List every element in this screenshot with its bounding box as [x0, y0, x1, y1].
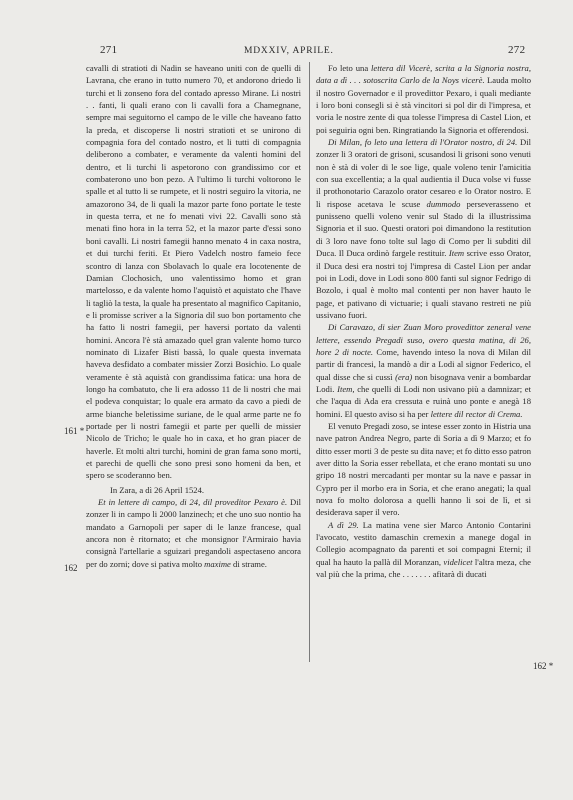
column-divider — [309, 62, 310, 662]
dateline: In Zara, a dì 26 April 1524. — [110, 484, 205, 495]
left-paragraph-2: Et in lettere di campo, di 24, dil proveditor Pexaro è. Dil zonzer li in campo li 2000 lanzinech; et che uno suo nontio ha mandato a Garnopoli per saper di le lanze francese, qual ancora non è ritornato; et che monsignor l'Armiraio havia consignà l'artellarie a sguizari pregandoli aspectaseno ancora per do zorni; dove si pativa molto maxime di strame. — [86, 497, 301, 569]
running-title: MDXXIV, APRILE. — [244, 46, 334, 56]
letter-heading: Et in lettere di campo, di 24, dil proveditor Pexaro è. — [98, 497, 288, 508]
right-paragraph-3: Di Caravazo, di sier Zuan Moro provedittor zeneral vene lettere, essendo Pregadi suso, overo questa matina, di 26, hore 2 di nocte. Come, havendo inteso la nova di Milan dil partir di francesi, la mandò a dir a Lodi al signor Federico, el qual disse che si cussì (era) non bisognava venir a bombardar Lodi. Item, che quelli di Lodi non usivano più a damnizar; et che l'aqua di Ada era cressuta e ruinà uno ponte e anegà 18 homini. El questo aviso si ha per lettere dil rector di Crema. — [316, 322, 531, 419]
margin-number-161: 161 * — [64, 426, 85, 436]
right-paragraph-4: El venuto Pregadi zoso, se intese esser zonto in Histria una nave patron Andrea Negro, parte di Soria a dì 9 Marzo; et fo ditto esser morti 3 de peste su dita nave; et fo ditto esso patron aver ditto la Soria esser rebellata, et che erano montati su uno gripo 18 nostri mercadanti per montar su la nave e passar in Cypro per il morbo era in Soria, et che erano anegati; la qual nova fo molto dolorosa a quelli hanno li soi de lì, et si desiderava saper il vero. — [316, 420, 531, 518]
right-paragraph-5: A dì 29. La matina vene sier Marco Antonio Contarini l'avocato, vestito damaschin cremexin a manege dogal in Collegio acompagnato da parenti et soi compagni Eterni; il qual ha hauto la pallà dil Moranzan, videlicet l'altra meza, che val più che la prima, che . . . . . . . afitarà di ducati — [316, 519, 531, 580]
margin-number-162-left: 162 — [64, 563, 78, 573]
page-number-left: 271 — [100, 44, 118, 56]
right-paragraph-2: Di Milan, fo leto una lettera di l'Orator nostro, di 24. Dil zonzer li 3 oratori de grisoni, scusandosi li grisoni sono venuti non è stà di voler di le soe lige, quale voleno tenir l'amicitia con sua excellentia; a la qual audientia il Duca volse vi fusse il prothonotario Carazolo orator cesareo e lo Orator nostro. E li rispose acetava le scuse dummodo perseverasseno et punisseno quelli voleno venir sul Stado di la illustrissima Signoria et il suo. Questi oratori poi dimandono la restitution di 3 loro nave fono tolte sul lago di Como per li subditi dil Duca. Il Duca ordinò fargele restituir. Item scrive esso Orator, il Duca desi era nostri toj l'impresa di Castel Lion per andar poi in Lodi, dove in Lodi sono 800 fanti sul signor Fedrigo di Bozolo, i qual è molto mal contenti per non haver hauto le page, et pativano di victuarie; i quali stavano restreti ne più ussivano fuori. — [316, 137, 532, 320]
margin-number-162-right: 162 * — [533, 661, 554, 671]
left-paragraph-1: cavalli di stratioti di Nadin se haveano uniti con de quelli di Lavrana, che erano in tutto numero 70, et andorono driedo li turchi et li zonseno fora del contado apresso Mirane. Li nostri . . fanti, li quali erano con li cavalli fora a Chamegnane, sempre mai seguitorno el campo de le ville che haveano fatto la preda, et discoperse li nostri stratioti et se unirono di compagnia fora del contado nostro, et li tutti di compagnia deliberono a combater, e veramente da valenti homini del dentro, et li turchi li aspetorono con grandissimo cor et combaterono uno bon pezo. A l'ultimo li turchi voltorono le spalle et al tutto li se rumpete, et li nostri seguiro la vitoria, ne amazorono 34, de li quali la mazor parte fono portate le teste in questa terra, et ne fo menati vivi 22. Cavalli sono stà menati fino hora in la terra 52, et la mazor parte d'essi sono boni cavalli. Li nostri famegii hanno menato 4 in caxa nostra, et dui turchi feriti. Et Piero Vadelch nostro fameio fece scontro di lanza con Sbolavach lo quale era locotenente de Damian Clochosich, uno valentissimo homo et gran martelosso, e da valente homo l'aquistò et aquistato che l'have li tagliò la testa, la quale ha presentato al magnifico Capitanio, e li promisse scriver a la Signoria dil suo bon portamento che ha fatto li nostri famegii, per haversi portato da valenti homini. Ancora l'è stà amazado quel gran valente homo turco nominato di Lizafer Bisti bassà, lo quale questa invernata haveva desfidato a combater missier Zorzi Bosichio. Lo quale veramente è stà aquistà con grandissima fatica: una hora de longo ha combatuto, che li era adosso 11 de li nostri che mai el podeva conquistar; lo quale era armato da cavo a piedi de arme bianche beletissime suriane, de le qual arme parte ne fo portade per li nostri famegii et parte per quelli de missier Nicolo de Tricho; le quale ho in caxa, et ho gran piacer de haverle. Et molti altri turchi, homini de gran fama sono morti, et parechi de quelli che sono presi sono homeni da ben, et spero se scoderanno ben. — [86, 63, 301, 481]
left-column — [86, 62, 301, 570]
page-number-right: 272 — [508, 44, 526, 56]
right-column — [316, 62, 531, 580]
right-paragraph-1: Fo leto una lettera dil Vicerè, scrita a la Signoria nostra, data a dì . . . sotoscrita Carlo de la Noys vicerè. Lauda molto il nostro Governador e il provedittor Pexaro, i quali mediante i loro boni consegli si è stà vincitori si pol dir di l'impresa, et voria le nostre zente di qua tolesse l'impresa di Castel Lion, et poi seguiria ogni ben. Ringratiando la Signoria et offerendosi. — [316, 63, 531, 135]
